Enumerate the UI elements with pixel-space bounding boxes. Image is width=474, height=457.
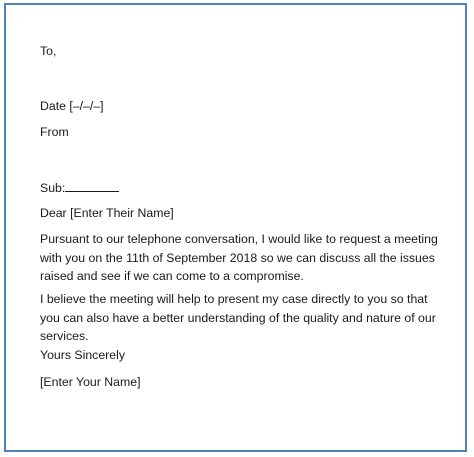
subject-label: Sub: — [40, 181, 66, 195]
paragraph-2: I believe the meeting will help to present my case directly to you so that you can also have a better understanding of the quality and nature of our services. — [40, 292, 436, 343]
addressee-line: To, — [40, 44, 57, 58]
closing: Yours Sincerely — [40, 348, 125, 362]
subject-blank — [65, 178, 119, 192]
from-line: From — [40, 125, 69, 139]
salutation: Dear [Enter Their Name] — [40, 206, 174, 220]
signature: [Enter Your Name] — [40, 375, 141, 389]
paragraph-1: Pursuant to our telephone conversation, I would like to request a meeting with you on the 11th of September 2018 so we can discuss all the issues raised and see if we can come to a compromise. — [40, 232, 438, 283]
subject-line — [40, 178, 119, 197]
date-line: Date [–/–/–] — [40, 99, 104, 113]
document-frame — [4, 3, 467, 452]
